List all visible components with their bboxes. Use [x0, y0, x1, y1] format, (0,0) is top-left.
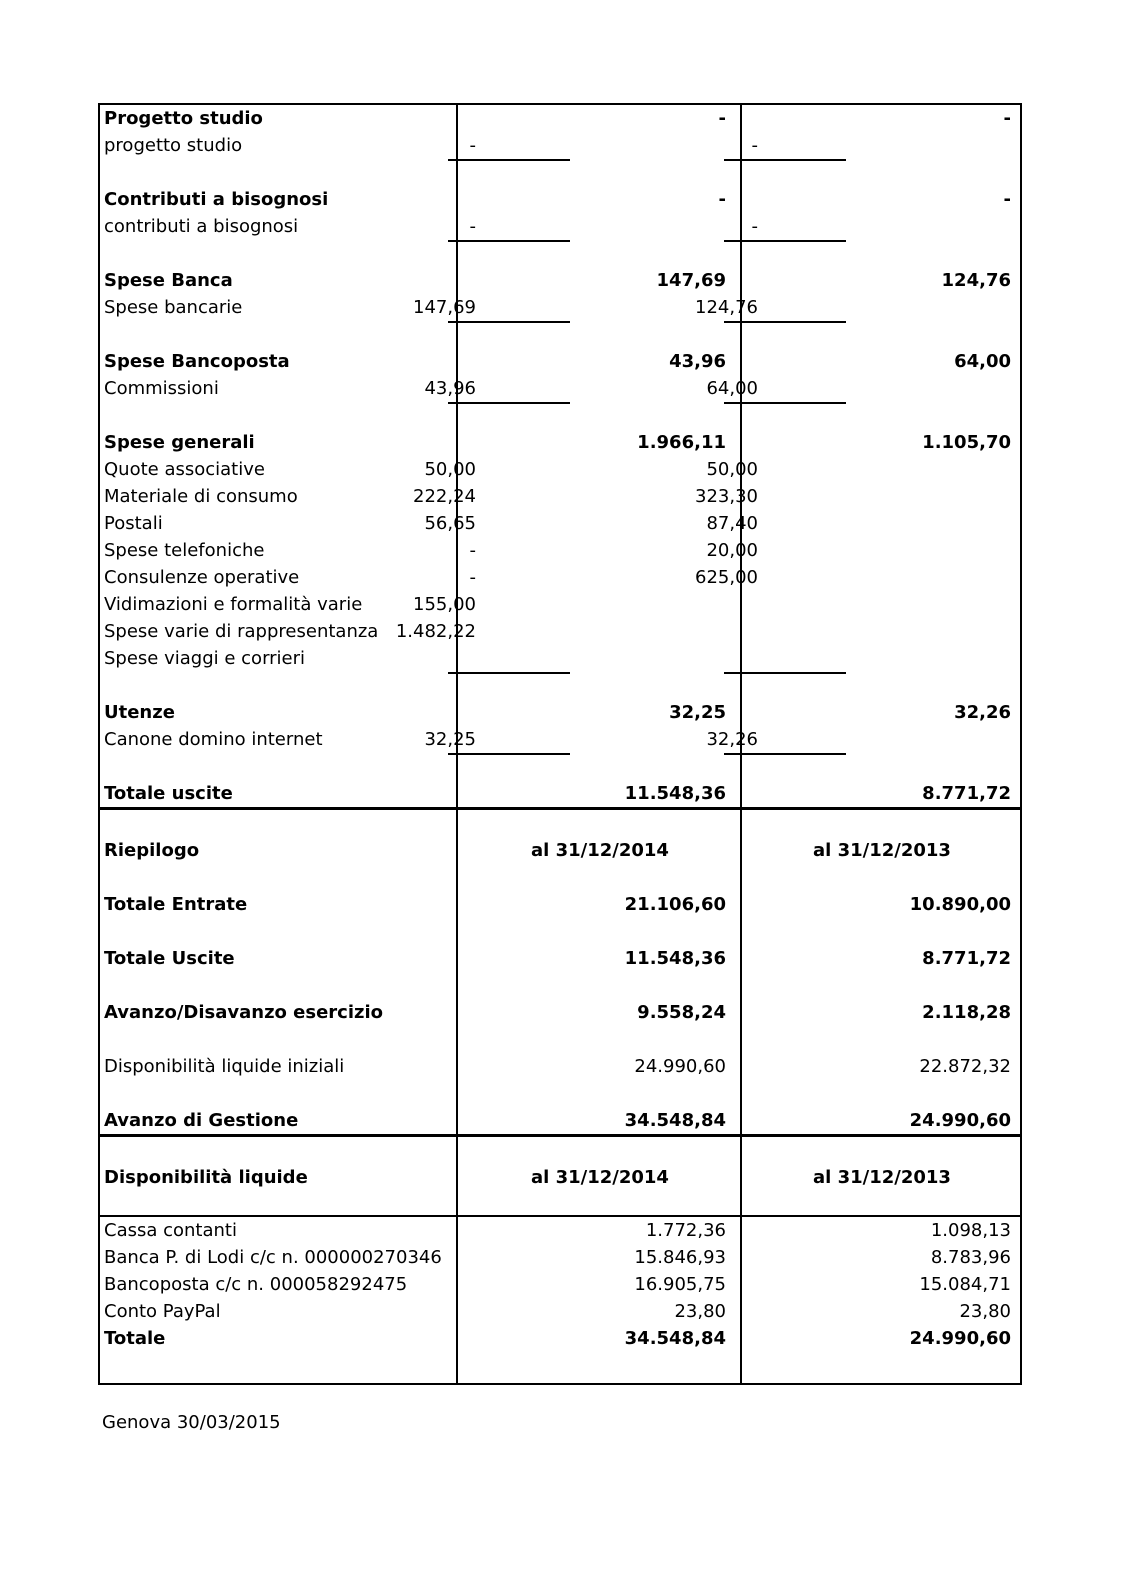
section-title: Utenze	[104, 702, 175, 723]
section-total-2014: 32,25	[669, 702, 726, 723]
item-value-2013: -	[751, 216, 758, 237]
item-value-2013: 124,76	[695, 297, 758, 318]
line-item-row	[100, 618, 1020, 645]
liquidity-value-2014: 15.846,93	[634, 1247, 726, 1268]
sum-underline	[724, 753, 846, 755]
item-label: contributi a bisognosi	[104, 216, 299, 237]
liquidity-label: Totale	[104, 1328, 166, 1349]
liquidity-row	[100, 1217, 1020, 1244]
section-title: Progetto studio	[104, 108, 263, 129]
line-item-row	[100, 456, 1020, 483]
item-label: Consulenze operative	[104, 567, 300, 588]
item-value-2014: 32,25	[424, 729, 476, 750]
liquidity-row	[100, 1325, 1020, 1352]
summary-row	[100, 945, 1020, 972]
liquidity-value-2013: 23,80	[959, 1301, 1011, 1322]
liquidity-row	[100, 1298, 1020, 1325]
item-value-2014: -	[469, 567, 476, 588]
liquidity-col-2014: al 31/12/2014	[531, 1167, 669, 1188]
sum-underline	[724, 240, 846, 242]
item-value-2014: -	[469, 135, 476, 156]
summary-value-2014: 24.990,60	[634, 1056, 726, 1077]
sum-underline	[724, 321, 846, 323]
summary-title: Riepilogo	[104, 840, 200, 861]
item-value-2013: 32,26	[706, 729, 758, 750]
summary-row	[100, 1107, 1020, 1134]
liquidity-value-2013: 15.084,71	[919, 1274, 1011, 1295]
item-label: Postali	[104, 513, 163, 534]
section-header-row	[100, 699, 1020, 726]
line-item-row	[100, 294, 1020, 321]
item-value-2014: 155,00	[413, 594, 476, 615]
line-item-row	[100, 645, 1020, 672]
summary-value-2013: 10.890,00	[909, 894, 1011, 915]
liquidity-value-2013: 1.098,13	[930, 1220, 1011, 1241]
line-item-row	[100, 510, 1020, 537]
place-date: Genova 30/03/2015	[102, 1412, 281, 1433]
sum-underline	[448, 753, 570, 755]
section-header-row	[100, 105, 1020, 132]
line-item-row	[100, 591, 1020, 618]
summary-label: Avanzo di Gestione	[104, 1110, 299, 1131]
item-value-2014: -	[469, 540, 476, 561]
summary-value-2013: 22.872,32	[919, 1056, 1011, 1077]
item-label: Spese bancarie	[104, 297, 243, 318]
liquidity-row	[100, 1244, 1020, 1271]
item-value-2013: 20,00	[706, 540, 758, 561]
summary-value-2013: 2.118,28	[922, 1002, 1011, 1023]
item-value-2014: 147,69	[413, 297, 476, 318]
item-value-2013: 50,00	[706, 459, 758, 480]
liquidity-value-2014: 16.905,75	[634, 1274, 726, 1295]
total-expenses-row	[100, 780, 1020, 807]
sum-underline	[448, 402, 570, 404]
item-value-2014: 222,24	[413, 486, 476, 507]
item-value-2014: 50,00	[424, 459, 476, 480]
section-separator	[100, 1134, 1020, 1137]
summary-value-2013: 24.990,60	[909, 1110, 1011, 1131]
line-item-row	[100, 213, 1020, 240]
summary-row	[100, 999, 1020, 1026]
line-item-row	[100, 132, 1020, 159]
section-title: Spese Banca	[104, 270, 233, 291]
summary-value-2014: 34.548,84	[624, 1110, 726, 1131]
line-item-row	[100, 726, 1020, 753]
liquidity-value-2014: 23,80	[674, 1301, 726, 1322]
item-value-2013: 323,30	[695, 486, 758, 507]
line-item-row	[100, 375, 1020, 402]
liquidity-col-2013: al 31/12/2013	[813, 1167, 951, 1188]
summary-row	[100, 891, 1020, 918]
sum-underline	[448, 321, 570, 323]
total-expenses-2014: 11.548,36	[624, 783, 726, 804]
liquidity-value-2013: 24.990,60	[909, 1328, 1011, 1349]
liquidity-value-2014: 1.772,36	[645, 1220, 726, 1241]
liquidity-label: Banca P. di Lodi c/c n. 000000270346	[104, 1247, 442, 1268]
liquidity-title: Disponibilità liquide	[104, 1167, 308, 1188]
item-label: Vidimazioni e formalità varie	[104, 594, 363, 615]
section-total-2013: 1.105,70	[922, 432, 1011, 453]
sum-underline	[448, 240, 570, 242]
liquidity-value-2013: 8.783,96	[930, 1247, 1011, 1268]
summary-row	[100, 1053, 1020, 1080]
item-label: Canone domino internet	[104, 729, 323, 750]
summary-col-2013: al 31/12/2013	[813, 840, 951, 861]
section-separator	[100, 807, 1020, 810]
liquidity-label: Conto PayPal	[104, 1301, 221, 1322]
summary-value-2014: 9.558,24	[637, 1002, 726, 1023]
line-item-row	[100, 537, 1020, 564]
item-value-2014: -	[469, 216, 476, 237]
summary-value-2014: 11.548,36	[624, 948, 726, 969]
section-header-row	[100, 267, 1020, 294]
item-label: progetto studio	[104, 135, 243, 156]
item-value-2013: 625,00	[695, 567, 758, 588]
summary-label: Totale Entrate	[104, 894, 248, 915]
section-total-2013: 32,26	[954, 702, 1011, 723]
section-title: Spese Bancoposta	[104, 351, 290, 372]
item-value-2013: 64,00	[706, 378, 758, 399]
section-title: Spese generali	[104, 432, 255, 453]
summary-value-2014: 21.106,60	[624, 894, 726, 915]
section-total-2014: -	[718, 189, 726, 210]
item-value-2013: 87,40	[706, 513, 758, 534]
item-value-2013: -	[751, 135, 758, 156]
total-expenses-2013: 8.771,72	[922, 783, 1011, 804]
section-header-row	[100, 186, 1020, 213]
liquidity-row	[100, 1271, 1020, 1298]
section-total-2013: -	[1003, 189, 1011, 210]
section-total-2013: 64,00	[954, 351, 1011, 372]
item-label: Spese telefoniche	[104, 540, 265, 561]
sum-underline	[724, 402, 846, 404]
sum-underline	[724, 672, 846, 674]
summary-col-2014: al 31/12/2014	[531, 840, 669, 861]
item-value-2014: 1.482,22	[395, 621, 476, 642]
sum-underline	[448, 159, 570, 161]
summary-header-row	[100, 837, 1020, 864]
summary-label: Avanzo/Disavanzo esercizio	[104, 1002, 384, 1023]
line-item-row	[100, 564, 1020, 591]
item-label: Materiale di consumo	[104, 486, 298, 507]
section-total-2013: -	[1003, 108, 1011, 129]
section-total-2013: 124,76	[941, 270, 1011, 291]
summary-label: Disponibilità liquide iniziali	[104, 1056, 345, 1077]
item-value-2014: 56,65	[424, 513, 476, 534]
item-label: Spese varie di rappresentanza	[104, 621, 379, 642]
section-total-2014: -	[718, 108, 726, 129]
section-total-2014: 1.966,11	[637, 432, 726, 453]
line-item-row	[100, 483, 1020, 510]
summary-value-2013: 8.771,72	[922, 948, 1011, 969]
liquidity-label: Bancoposta c/c n. 000058292475	[104, 1274, 408, 1295]
section-total-2014: 43,96	[669, 351, 726, 372]
item-label: Commissioni	[104, 378, 219, 399]
section-title: Contributi a bisognosi	[104, 189, 329, 210]
total-expenses-label: Totale uscite	[104, 783, 233, 804]
sum-underline	[724, 159, 846, 161]
liquidity-value-2014: 34.548,84	[624, 1328, 726, 1349]
section-header-row	[100, 348, 1020, 375]
item-label: Spese viaggi e corrieri	[104, 648, 306, 669]
section-total-2014: 147,69	[656, 270, 726, 291]
sum-underline	[448, 672, 570, 674]
financial-statement-table	[98, 103, 1022, 1385]
section-header-row	[100, 429, 1020, 456]
item-label: Quote associative	[104, 459, 265, 480]
liquidity-header-row	[100, 1164, 1020, 1191]
summary-label: Totale Uscite	[104, 948, 235, 969]
liquidity-label: Cassa contanti	[104, 1220, 237, 1241]
item-value-2014: 43,96	[424, 378, 476, 399]
